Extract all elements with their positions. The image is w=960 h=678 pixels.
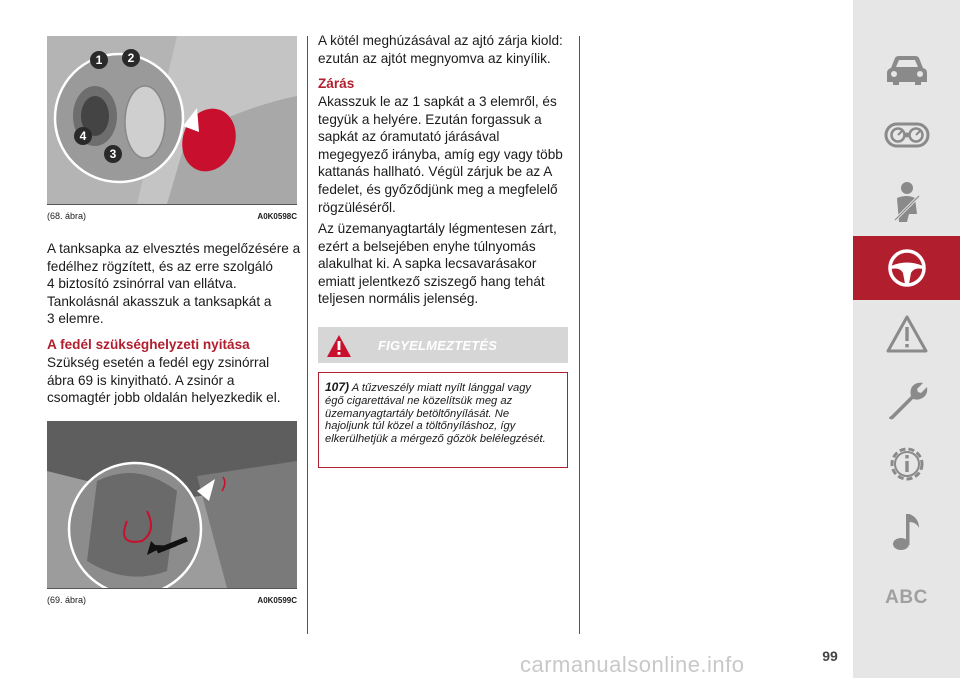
figure-68-fuel-cap [47,36,297,204]
text-line: Tankolásnál akasszuk a tanksapkát a [47,293,272,309]
music-note-icon [889,510,925,554]
page-number: 99 [822,648,838,664]
left-paragraph-1 [47,240,300,328]
warning-number: 107) [325,380,350,394]
heading-emergency-opening: A fedél szükséghelyzeti nyitása [47,337,250,352]
left-paragraph-2 [47,354,281,407]
figure-69-trunk-cord [47,421,297,588]
text-line: fedélhez rögzített, és az erre szolgáló [47,258,273,274]
column-divider-right [579,36,580,634]
warning-text-line: A tűzveszély miatt nyílt lánggal vagy [351,382,532,394]
text-line: csomagtér jobb oldalán helyezkedik el. [47,390,281,406]
text-line: Az üzemanyagtartály légmentesen zárt, [318,221,557,236]
text-line: ábra 69 is kinyitható. A zsinór a [47,372,235,388]
sidebar-item-safety[interactable] [853,170,960,234]
fuel-cap-illustration [47,36,297,204]
sidebar-item-multimedia[interactable] [853,500,960,564]
sidebar-item-maintenance[interactable] [853,368,960,432]
figure-68-label: (68. ábra) [47,211,87,221]
text-line: tegyük a helyére. Ezután forgassuk a [318,111,542,127]
warning-body [318,372,568,468]
text-line: kattanás hallható. Végül zárjuk be az A [318,164,553,180]
callout-1: 1 [95,53,103,67]
figure-69-label: (69. ábra) [47,595,87,605]
warning-text-line: elkerülhetjük a mérgező gőzök belélegzését. [325,433,546,446]
text-line: megegyező irányba, amíg egy vagy több [318,146,563,162]
figure-68-caption [47,207,297,221]
right-paragraph-1 [318,32,563,67]
warning-text-line: hajoljunk túl közel a töltőnyíláshoz, így [325,420,516,433]
figure-68-code: A0K0598C [257,212,297,221]
text-line: teljesen normális jelenség. [318,291,479,307]
warning-triangle-icon [885,314,929,354]
warning-triangle-icon [326,334,352,358]
text-line: emiatt jelentkező sziszegő hang tehát [318,273,545,289]
warning-header [318,327,568,363]
callout-3: 3 [109,147,117,161]
chapter-sidebar [853,0,960,678]
text-line: A kötél meghúzásával az ajtó zárja kiold: [318,33,563,48]
text-line: 3 elemre. [47,311,104,327]
car-icon [885,52,929,88]
trunk-cord-illustration [47,421,297,588]
sidebar-item-driving[interactable] [853,236,960,300]
callout-2: 2 [127,51,135,65]
text-line: A tanksapka az elvesztés megelőzésére a [47,241,301,256]
text-line: fedelet, és győződjünk meg a megfelelő [318,181,558,197]
text-line: alakulhat ki. A sapka lecsavarásakor [318,256,537,272]
heading-closing: Zárás [318,76,355,91]
index-label: ABC [885,587,928,608]
text-line: ezután az ajtót megnyomva az kinyílik. [318,50,551,66]
info-gear-icon [885,442,929,486]
text-line: sapkát az óramutató járásával [318,129,500,145]
figure-69-code: A0K0599C [257,596,297,605]
right-paragraph-2 [318,93,563,216]
steering-wheel-icon [886,247,928,289]
sidebar-item-warnings[interactable] [853,302,960,366]
sidebar-item-index[interactable] [853,566,960,630]
text-line: Szükség esetén a fedél egy zsinórral [47,355,270,370]
wrench-icon [885,378,929,422]
text-line: ezért a belsejében enyhe túlnyomás [318,238,536,254]
warning-text-line: égő cigarettával ne közelítsük meg az [325,394,513,407]
sidebar-item-car[interactable] [853,38,960,102]
warning-text-line: üzemanyagtartály betöltőnyílását. Ne [325,407,510,420]
text-line: rögzüléséről. [318,199,396,215]
seatbelt-passenger-icon [887,180,927,224]
callout-4: 4 [79,129,87,143]
right-paragraph-3 [318,220,557,308]
text-line: 4 biztosító zsinórral van ellátva. [47,276,237,292]
sidebar-item-dashboard[interactable] [853,103,960,167]
dashboard-gauges-icon [884,120,930,150]
column-divider [307,36,308,634]
text-line: Akasszuk le az 1 sapkát a 3 elemről, és [318,94,557,109]
sidebar-item-technical-data[interactable] [853,432,960,496]
warning-title: FIGYELMEZTETÉS [378,338,498,353]
watermark: carmanualsonline.info [520,652,745,677]
figure-69-caption [47,591,297,605]
